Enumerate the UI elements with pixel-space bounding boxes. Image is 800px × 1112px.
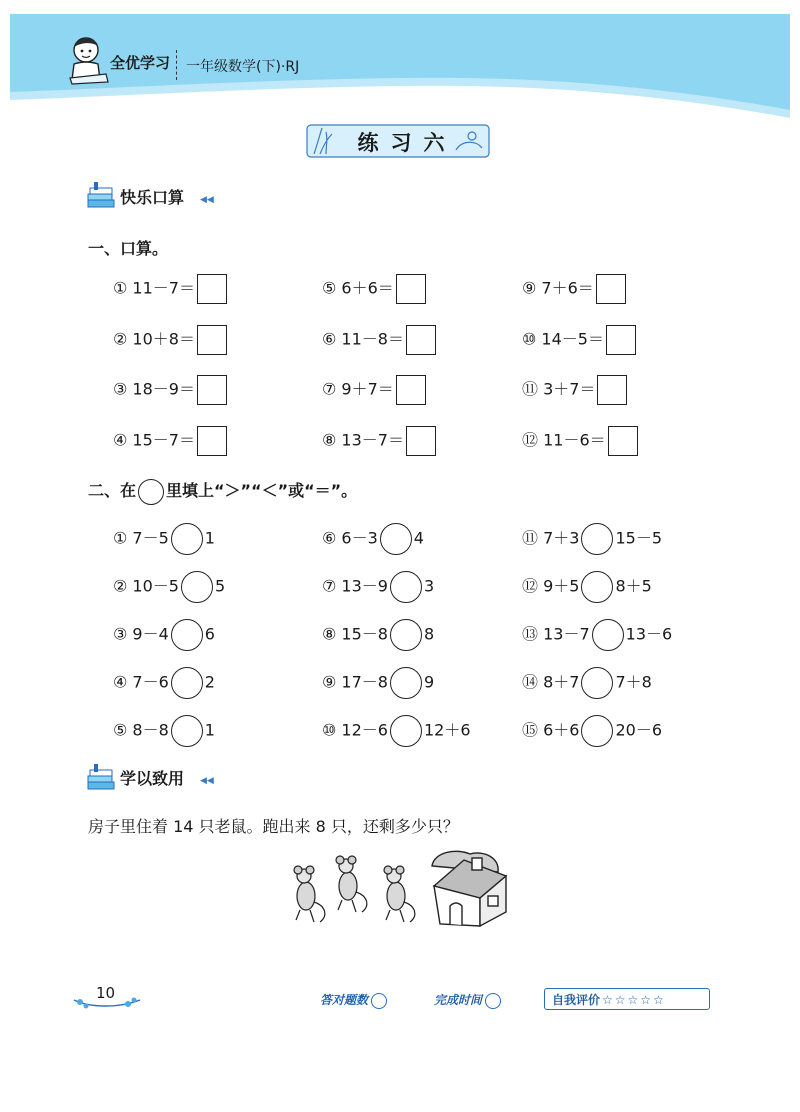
section-heading-oral: 快乐口算 [120, 188, 185, 207]
smiley-icon [485, 993, 501, 1009]
question-1-heading: 一、口算。 [88, 239, 169, 258]
compare-circle[interactable] [390, 667, 422, 699]
calc-problem: ⑫ 11－6＝ [522, 426, 638, 456]
compare-problem: ④ 7－6 2 [113, 667, 215, 699]
question-2-heading: 二、在 里填上“＞”“＜”或“＝”。 [88, 478, 357, 505]
books-icon [86, 762, 116, 792]
calc-problem: ⑦ 9＋7＝ [322, 375, 426, 405]
answer-box[interactable] [608, 426, 638, 456]
compare-circle[interactable] [581, 571, 613, 603]
compare-circle[interactable] [581, 667, 613, 699]
books-icon [86, 180, 116, 210]
answer-box[interactable] [197, 375, 227, 405]
rating-stars[interactable]: ☆☆☆☆☆ [602, 993, 666, 1007]
compare-circle[interactable] [581, 715, 613, 747]
calc-problem: ③ 18－9＝ [113, 375, 227, 405]
answer-box[interactable] [606, 325, 636, 355]
compare-problem: ⑫ 9＋5 8＋5 [522, 571, 652, 603]
compare-problem: ⑧ 15－8 8 [322, 619, 434, 651]
calc-problem: ② 10＋8＝ [113, 325, 227, 355]
self-eval-label: 自我评价 ☆☆☆☆☆ [552, 993, 666, 1007]
book-title: 一年级数学(下)·RJ [186, 59, 300, 75]
arrow-decoration-icon: ◀◀ [200, 776, 214, 786]
compare-problem: ⑩ 12－6 12＋6 [322, 715, 471, 747]
compare-circle[interactable] [171, 715, 203, 747]
correct-count-label: 答对题数 [320, 991, 387, 1009]
compare-problem: ③ 9－4 6 [113, 619, 215, 651]
compare-problem: ⑤ 8－8 1 [113, 715, 215, 747]
compare-circle[interactable] [181, 571, 213, 603]
compare-problem: ① 7－5 1 [113, 523, 215, 555]
calc-problem: ⑨ 7＋6＝ [522, 274, 626, 304]
section-heading-apply: 学以致用 [120, 769, 185, 788]
calc-problem: ⑧ 13－7＝ [322, 426, 436, 456]
boy-mascot-icon [66, 34, 110, 86]
calc-problem: ⑤ 6＋6＝ [322, 274, 426, 304]
compare-circle[interactable] [171, 523, 203, 555]
answer-box[interactable] [396, 274, 426, 304]
calc-problem: ④ 15－7＝ [113, 426, 227, 456]
compare-problem: ⑦ 13－9 3 [322, 571, 434, 603]
compare-problem: ⑪ 7＋3 15－5 [522, 523, 662, 555]
compare-circle[interactable] [390, 571, 422, 603]
compare-problem: ⑬ 13－7 13－6 [522, 619, 672, 651]
compare-problem: ⑮ 6＋6 20－6 [522, 715, 662, 747]
compare-circle[interactable] [390, 619, 422, 651]
calc-problem: ⑪ 3＋7＝ [522, 375, 627, 405]
calc-problem: ⑩ 14－5＝ [522, 325, 636, 355]
finish-time-label: 完成时间 [434, 991, 501, 1009]
compare-circle[interactable] [171, 667, 203, 699]
mice-and-house-illustration [284, 846, 514, 932]
answer-box[interactable] [596, 274, 626, 304]
circle-symbol-icon [138, 479, 164, 505]
page-title: 练习六 [357, 131, 457, 155]
answer-box[interactable] [197, 426, 227, 456]
answer-box[interactable] [197, 325, 227, 355]
answer-box[interactable] [406, 426, 436, 456]
answer-box[interactable] [197, 274, 227, 304]
compare-circle[interactable] [390, 715, 422, 747]
brand-logo-text: 全优学习 [110, 54, 171, 72]
smiley-icon [371, 993, 387, 1009]
compare-circle[interactable] [592, 619, 624, 651]
answer-box[interactable] [396, 375, 426, 405]
arrow-decoration-icon: ◀◀ [200, 195, 214, 205]
word-problem-text: 房子里住着 14 只老鼠。跑出来 8 只，还剩多少只？ [88, 817, 459, 836]
answer-box[interactable] [406, 325, 436, 355]
header-divider [176, 50, 178, 80]
compare-problem: ② 10－5 5 [113, 571, 225, 603]
calc-problem: ⑥ 11－8＝ [322, 325, 436, 355]
calc-problem: ① 11－7＝ [113, 274, 227, 304]
compare-problem: ⑭ 8＋7 7＋8 [522, 667, 652, 699]
answer-box[interactable] [597, 375, 627, 405]
compare-problem: ⑨ 17－8 9 [322, 667, 434, 699]
compare-circle[interactable] [171, 619, 203, 651]
compare-problem: ⑥ 6－3 4 [322, 523, 424, 555]
compare-circle[interactable] [380, 523, 412, 555]
page-number: 10 [96, 984, 116, 1002]
compare-circle[interactable] [581, 523, 613, 555]
